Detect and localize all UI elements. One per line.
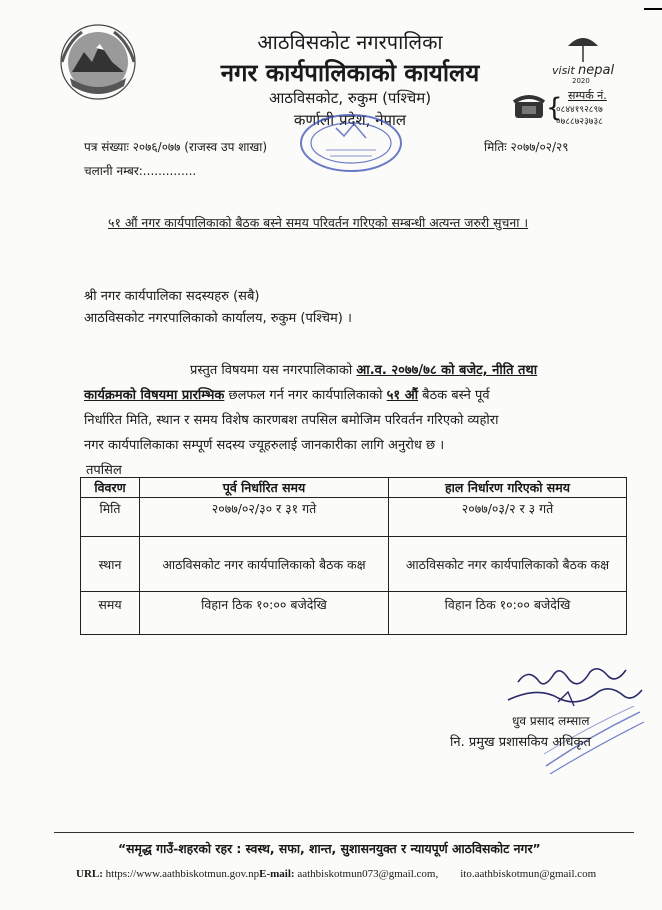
- footer-contact: [76, 868, 596, 880]
- table-cell: विहान ठिक १०:०० बजेदेखि: [140, 592, 389, 635]
- visit-nepal-logo: [548, 28, 618, 84]
- body-line-3: निर्धारित मिति, स्थान र समय विशेष कारणबश तपसिल बमोजिम परिवर्तन गरिएको व्यहोरा: [84, 413, 499, 428]
- municipality-motto: [118, 840, 541, 857]
- year-text: 2020: [572, 77, 590, 84]
- url-label: URL:: [76, 868, 103, 880]
- schedule-title: तपसिल: [86, 463, 122, 478]
- table-cell: २०७७/०२/३० र ३१ गते: [140, 498, 389, 537]
- letter-date: मितिः २०७७/०२/२९: [484, 140, 569, 154]
- motto-text: “समृद्ध गाउँ-शहरको रहर : स्वस्थ, सफा, शान्त, सुशासनयुक्त: [118, 841, 402, 856]
- contact-label: सम्पर्क नं.: [568, 89, 607, 102]
- schedule-table: [80, 477, 627, 635]
- email-label: E-mail:: [259, 868, 295, 880]
- nepal-text: nepal: [578, 63, 615, 78]
- table-cell: आठविसकोट नगर कार्यपालिकाको बैठक कक्ष: [389, 537, 627, 592]
- table-cell: विहान ठिक १०:०० बजेदेखि: [389, 592, 627, 635]
- body-text: छलफल गर्न नगर कार्यपालिकाको: [224, 388, 387, 403]
- website-link[interactable]: https://www.aathbiskotmun.gov.np: [102, 868, 260, 880]
- addressee-line-1: श्री नगर कार्यपालिका सदस्यहरु (सबै): [84, 289, 260, 304]
- table-header-row: [81, 478, 627, 498]
- body-text: बैठक बस्ने पूर्व: [418, 388, 490, 403]
- body-emphasis: ५१ औं: [386, 388, 419, 403]
- visit-text: visit: [552, 64, 575, 77]
- signatory-title: नि. प्रमुख प्रशासकिय अधिकृत: [450, 735, 591, 750]
- table-cell: आठविसकोट नगर कार्यपालिकाको बैठक कक्ष: [140, 537, 389, 592]
- table-cell: स्थान: [81, 537, 140, 592]
- office-address: आठविसकोट, रुकुम (पश्चिम): [268, 89, 432, 107]
- letter-reference-number: पत्र संख्याः २०७६/०७७ (राजस्व उप शाखा): [84, 140, 268, 154]
- body-text: प्रस्तुत विषयमा यस नगरपालिकाको: [190, 363, 357, 378]
- letter-subject: ५१ औं नगर कार्यपालिकाको बैठक बस्ने समय परिवर्तन गरिएको सम्बन्धी अत्यन्त जरुरी सुचना ।: [108, 215, 529, 230]
- motto-text: आठविसकोट नगर”: [447, 841, 541, 856]
- table-cell: समय: [81, 592, 140, 635]
- office-title: नगर कार्यपालिकाको कार्यालय: [220, 59, 480, 87]
- footer-divider: [54, 832, 634, 833]
- table-header-cell: पूर्व निर्धारित समय: [140, 478, 389, 498]
- table-row: [81, 592, 627, 635]
- edge-mark: [644, 8, 662, 10]
- motto-emphasis: र न्यायपूर्ण: [401, 841, 448, 856]
- body-emphasis: कार्यक्रमको विषयमा प्रारम्भिक: [84, 388, 225, 403]
- phone-brace: {: [546, 93, 563, 123]
- addressee-line-2: आठविसकोट नगरपालिकाको कार्यालय, रुकुम (पश्चिम) ।: [84, 311, 352, 326]
- table-header-cell: हाल निर्धारण गरिएको समय: [389, 478, 627, 498]
- body-line-1: [190, 360, 537, 378]
- email-link-1[interactable]: aathbiskotmun073@gmail.com,: [294, 868, 439, 880]
- dispatch-number: चलानी नम्बर:..............: [84, 164, 197, 178]
- telephone-icon: [512, 92, 546, 120]
- government-emblem-icon: [58, 22, 138, 102]
- province-country: कर्णाली प्रदेश, नेपाल: [293, 111, 407, 129]
- office-seal-stamp: [296, 110, 406, 176]
- body-line-4: नगर कार्यपालिकाका सम्पूर्ण सदस्य ज्यूहरुलाई जानकारीका लागि अनुरोध छ ।: [84, 438, 445, 453]
- phone-number-1: ०८४४१९२८९७: [556, 105, 603, 115]
- table-row: [81, 498, 627, 537]
- table-header-cell: विवरण: [81, 478, 140, 498]
- body-line-2: [84, 385, 490, 403]
- table-row: [81, 537, 627, 592]
- municipality-name: आठविसकोट नगरपालिका: [257, 30, 443, 54]
- table-cell: मिति: [81, 498, 140, 537]
- table-cell: २०७७/०३/२ र ३ गते: [389, 498, 627, 537]
- signatory-name: धुव प्रसाद लम्साल: [512, 714, 590, 728]
- body-emphasis: आ.व. २०७७/७८ को बजेट, नीति तथा: [356, 363, 538, 378]
- phone-number-2: ०७८८७२३७३८: [556, 117, 603, 127]
- email-link-2[interactable]: ito.aathbiskotmun@gmail.com: [460, 868, 597, 880]
